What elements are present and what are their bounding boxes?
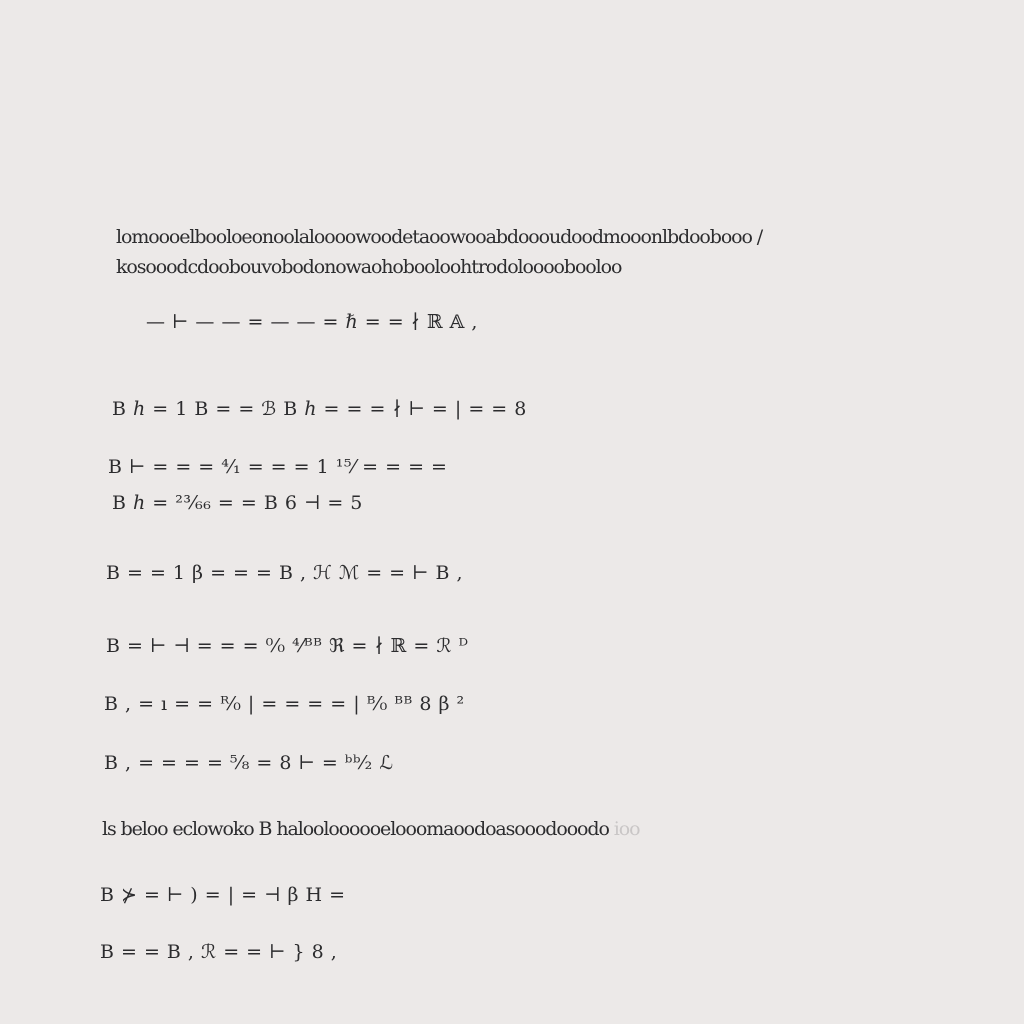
- equation-row-8: B = = B , ℛ = = ⊢ } 8 ,: [100, 941, 338, 963]
- display-equation-1: — ⊢ — — = — — = ℏ = = ∤ ℝ 𝔸 ,: [146, 311, 478, 333]
- equation-row-2: B ⊢ = = = ⁴⁄₁ = = = 1 ¹⁵⁄ = = = =: [108, 456, 448, 478]
- equation-row-7: B ⊁ = ⊢ ) = | = ⊣ β H =: [100, 884, 346, 906]
- equation-row-6: B , = = = = ⁵⁄₈ = 8 ⊢ = ᵇᵇ⁄₂ ℒ: [104, 752, 394, 774]
- equation-row-5: B , = ı = = ᴿ⁄₀ | = = = = | ᴮ⁄₀ ᴮᴮ 8 β ²: [104, 693, 465, 715]
- paragraph-line-3: [102, 817, 639, 841]
- equation-row-1: B ℎ = 1 B = = ℬ B ℎ = = = ∤ ⊢ = | = = 8: [112, 398, 527, 420]
- display-equation-2: B = = 1 β = = = B , ℋ ℳ = = ⊢ B ,: [106, 562, 464, 584]
- paragraph-line-3-faded-text: ioo: [613, 818, 640, 840]
- equation-row-3: B ℎ = ²³⁄₆₆ = = B 6 ⊣ = 5: [112, 492, 363, 514]
- paragraph-line-2: kosooodcdoobouvobodonowaohobooloohtrodoloooobooloo: [116, 256, 622, 278]
- paragraph-line-3-text: ls beloo eclowoko B halooloooooelooomaoodoasooodooodo: [102, 818, 609, 840]
- equation-row-4: B = ⊢ ⊣ = = = ⁰⁄₀ ⁴⁄ᴮᴮ ℜ = ∤ ℝ = ℛ ᴰ: [106, 635, 469, 657]
- paragraph-line-1: lomoooelbooloeonoolaloooowoodetaoowooabdoooudoodmooonlbdoobooo /: [116, 226, 763, 248]
